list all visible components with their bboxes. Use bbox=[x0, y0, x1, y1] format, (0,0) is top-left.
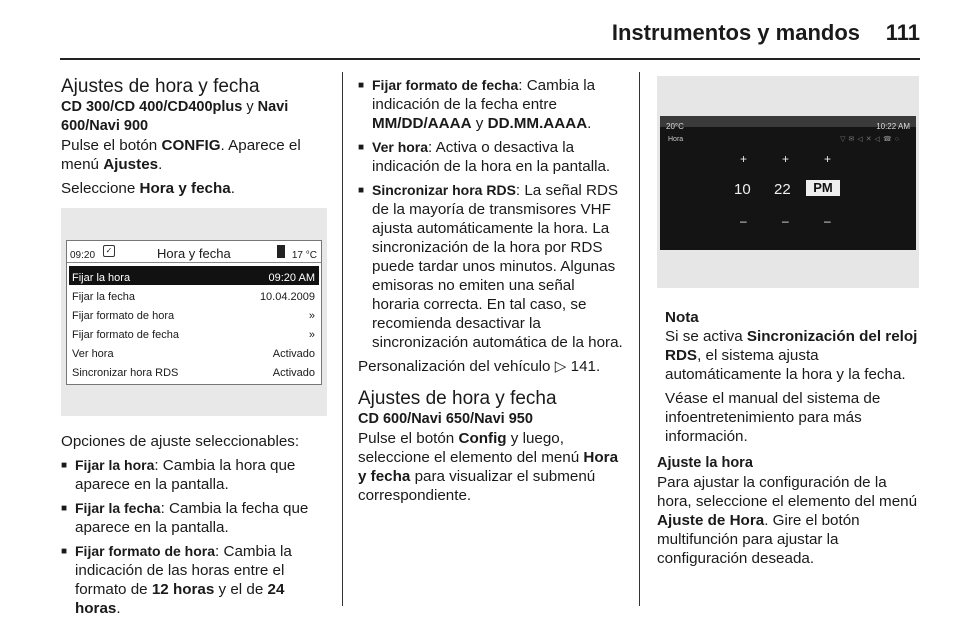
display-time: 10:22 AM bbox=[876, 122, 910, 131]
display-screen bbox=[66, 240, 322, 385]
screenshot-hora bbox=[657, 76, 919, 288]
personalization-ref: Personalización del vehículo ▷ 141. bbox=[358, 358, 601, 375]
hour-value: 10 bbox=[734, 181, 751, 198]
list-item: ■ Sincronizar hora RDS: La señal RDS de la mayoría de transmisores VHF ajusta automáticamente la hora. La sincronización de la hora por RDS puede tardar unos minutos. Algunas emisoras no emiten una señal horaria correcta. En tal caso, se recomienda desactivar la sincronización automática de la hora. bbox=[358, 181, 623, 352]
paragraph-ajuste-hora: Para ajustar la configuración de la hora, seleccione el elemento del menú Ajuste de Hora. Gire el botón multifunción para ajustar la configuración deseada. bbox=[657, 474, 918, 567]
column-1 bbox=[61, 76, 328, 623]
note-title: Nota bbox=[665, 309, 699, 326]
options-list-1 bbox=[61, 456, 328, 618]
column-2 bbox=[358, 76, 623, 510]
hour-decrease-button[interactable]: – bbox=[740, 214, 747, 228]
chevron-right-icon: » bbox=[308, 329, 315, 341]
minute-decrease-button[interactable]: – bbox=[782, 214, 789, 228]
page-header-title: Instrumentos y mandos bbox=[611, 20, 860, 45]
options-intro: Opciones de ajuste seleccionables: bbox=[61, 433, 300, 450]
note-paragraph-2: Véase el manual del sistema de infoentretenimiento para más información. bbox=[665, 390, 881, 445]
menu-row-ver-hora[interactable]: Ver hora Activado bbox=[72, 348, 315, 360]
status-icons: ▽✉◁✕◁☎○ bbox=[840, 136, 902, 143]
section-title-1: Ajustes de hora y fecha bbox=[61, 76, 260, 97]
column-3 bbox=[657, 76, 922, 573]
paragraph-select: Seleccione Hora y fecha. bbox=[61, 180, 235, 197]
arrow-ref-icon: ▷ 141. bbox=[554, 358, 601, 375]
minute-increase-button[interactable]: + bbox=[782, 152, 790, 166]
clock-icon: ✓ bbox=[103, 245, 115, 257]
paragraph-config: Pulse el botón CONFIG. Aparece el menú Ajustes. bbox=[61, 137, 301, 173]
list-item: ■ Fijar formato de fecha: Cambia la indicación de la fecha entre MM/DD/AAAA y DD.MM.AAAA. bbox=[358, 76, 623, 133]
display-screen bbox=[660, 116, 916, 250]
minute-value: 22 bbox=[774, 181, 791, 198]
menu-row-fijar-fecha[interactable]: Fijar la fecha 10.04.2009 bbox=[72, 291, 315, 303]
header-rule bbox=[60, 58, 920, 60]
info-icon bbox=[277, 245, 285, 258]
list-item: ■ Fijar formato de hora: Cambia la indicación de las horas entre el formato de 12 horas y el de 24 horas. bbox=[61, 542, 328, 618]
note-box bbox=[657, 308, 922, 446]
display-status-bar bbox=[660, 116, 916, 131]
page-header bbox=[60, 18, 920, 58]
list-item: ■ Ver hora: Activa o desactiva la indicación de la hora en la pantalla. bbox=[358, 138, 623, 176]
menu-row-formato-fecha[interactable]: Fijar formato de fecha » bbox=[69, 323, 319, 342]
ampm-value: PM bbox=[806, 180, 840, 196]
chevron-right-icon: » bbox=[308, 310, 315, 322]
display-title: Hora y fecha bbox=[157, 246, 231, 261]
menu-row-formato-hora[interactable]: Fijar formato de hora » bbox=[69, 304, 319, 323]
menu-row-fijar-hora[interactable]: Fijar la hora 09:20 AM bbox=[69, 266, 319, 285]
page-number: 111 bbox=[885, 20, 920, 45]
screenshot-hora-y-fecha bbox=[61, 208, 327, 416]
note-paragraph-1: Si se activa Sincronización del reloj RDS, el sistema ajusta automáticamente la hora y la fecha. bbox=[665, 328, 918, 383]
display-temperature: 20°C bbox=[666, 122, 684, 131]
models-heading-1: CD 300/CD 400/CD400plus y Navi 600/Navi 900 bbox=[61, 99, 289, 134]
hour-increase-button[interactable]: + bbox=[740, 152, 748, 166]
subhead-ajuste-hora: Ajuste la hora bbox=[657, 455, 753, 471]
display-temperature: 17 °C bbox=[291, 250, 317, 261]
paragraph-config-2: Pulse el botón Config y luego, seleccione el elemento del menú Hora y fecha para visualizar el submenú correspondiente. bbox=[358, 430, 619, 504]
list-item: ■ Fijar la fecha: Cambia la fecha que aparece en la pantalla. bbox=[61, 499, 328, 537]
options-list-2 bbox=[358, 76, 623, 352]
section-title-2: Ajustes de hora y fecha bbox=[358, 388, 557, 409]
display-label: Hora bbox=[668, 136, 684, 143]
column-divider bbox=[342, 72, 343, 606]
column-divider bbox=[639, 72, 640, 606]
list-item: ■ Fijar la hora: Cambia la hora que aparece en la pantalla. bbox=[61, 456, 328, 494]
display-status-bar bbox=[67, 241, 321, 263]
ampm-decrease-button[interactable]: – bbox=[824, 214, 831, 228]
display-time: 09:20 bbox=[70, 250, 96, 261]
models-heading-2: CD 600/Navi 650/Navi 950 bbox=[358, 411, 533, 427]
ampm-increase-button[interactable]: + bbox=[824, 152, 832, 166]
menu-row-sincronizar-rds[interactable]: Sincronizar hora RDS Activado bbox=[72, 367, 315, 379]
